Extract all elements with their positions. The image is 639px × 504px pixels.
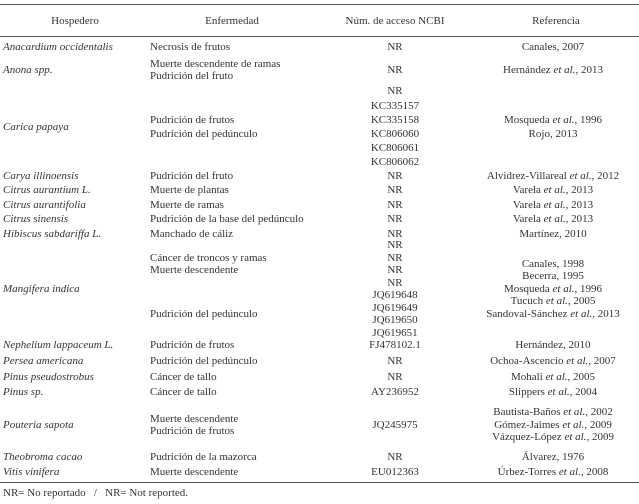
ncbi-line: AY236952 bbox=[371, 385, 419, 398]
host-line: Citrus aurantifolia bbox=[3, 198, 86, 211]
disease-line: Cáncer de tallo bbox=[150, 385, 217, 398]
host-line: Theobroma cacao bbox=[3, 450, 83, 463]
disease-block bbox=[150, 198, 335, 212]
disease-line: Muerte de plantas bbox=[150, 183, 229, 196]
host-cell bbox=[3, 370, 148, 384]
ncbi-line: JQ619650 bbox=[372, 314, 418, 326]
ncbi-line: NR bbox=[387, 251, 403, 264]
ncbi-block bbox=[335, 370, 455, 384]
reference-line: Canales, 1998 bbox=[521, 257, 585, 270]
host-cell bbox=[3, 56, 148, 84]
ncbi-cell bbox=[335, 56, 455, 84]
ncbi-line: NR bbox=[387, 276, 403, 289]
disease-line: Muerte descendente de ramas bbox=[150, 57, 281, 70]
reference-block bbox=[465, 465, 639, 479]
table-row bbox=[0, 239, 639, 339]
host-block bbox=[3, 400, 148, 450]
ncbi-line: NR bbox=[387, 212, 403, 225]
header-host: Hospedero bbox=[51, 15, 99, 27]
ncbi-line: NR bbox=[387, 169, 403, 182]
disease-cell bbox=[150, 339, 335, 352]
disease-line: Muerte de ramas bbox=[150, 198, 224, 211]
host-line: Carica papaya bbox=[3, 120, 69, 133]
disease-line: Pudrición del pedúnculo bbox=[150, 307, 258, 320]
header-disease: Enfermedad bbox=[205, 15, 259, 27]
ncbi-line: NR bbox=[387, 370, 403, 383]
reference-line: Mohali et al., 2005 bbox=[510, 370, 596, 383]
ncbi-line: NR bbox=[387, 183, 403, 196]
ncbi-line: NR bbox=[387, 227, 403, 240]
host-line: Persea americana bbox=[3, 354, 84, 367]
disease-block bbox=[150, 56, 335, 84]
reference-cell bbox=[465, 354, 639, 368]
ncbi-line: NR bbox=[387, 264, 403, 276]
disease-cell bbox=[150, 56, 335, 84]
host-block bbox=[3, 169, 148, 183]
et-al: et al. bbox=[552, 282, 575, 295]
disease-block bbox=[150, 212, 335, 226]
ncbi-cell bbox=[335, 354, 455, 368]
reference-block bbox=[465, 400, 639, 450]
ncbi-line: JQ619651 bbox=[372, 326, 418, 339]
disease-block bbox=[150, 370, 335, 384]
reference-cell bbox=[465, 400, 639, 450]
reference-cell bbox=[465, 450, 639, 464]
host-cell bbox=[3, 239, 148, 339]
host-block bbox=[3, 56, 148, 84]
ncbi-block bbox=[335, 38, 455, 56]
reference-line: Canales, 2007 bbox=[521, 40, 585, 53]
table-row bbox=[0, 400, 639, 450]
disease-block bbox=[150, 450, 335, 464]
reference-cell bbox=[465, 370, 639, 384]
reference-line: Mosqueda et al., 1996 bbox=[503, 113, 603, 126]
host-line: Anacardium occidentalis bbox=[3, 40, 113, 53]
disease-cell bbox=[150, 169, 335, 183]
et-al: et al. bbox=[562, 418, 585, 431]
ncbi-block bbox=[335, 169, 455, 183]
host-line: Vitis vinifera bbox=[3, 465, 60, 478]
ncbi-block bbox=[335, 400, 455, 450]
ncbi-cell bbox=[335, 465, 455, 479]
reference-cell bbox=[465, 339, 639, 352]
reference-line: Gómez-Jaimes et al., 2009 bbox=[494, 418, 612, 431]
ncbi-block bbox=[335, 212, 455, 226]
ncbi-cell bbox=[335, 450, 455, 464]
reference-cell bbox=[465, 385, 639, 399]
host-block bbox=[3, 239, 148, 339]
reference-line: Varela et al., 2013 bbox=[512, 183, 594, 196]
disease-block bbox=[150, 354, 335, 368]
ncbi-line: KC335158 bbox=[370, 113, 420, 126]
et-al: et al. bbox=[564, 431, 587, 444]
header-ncbi: Núm. de acceso NCBI bbox=[345, 15, 445, 27]
table-row bbox=[0, 84, 639, 170]
ncbi-cell bbox=[335, 169, 455, 183]
disease-line: Pudrición de la base del pedúnculo bbox=[150, 212, 304, 225]
host-cell bbox=[3, 212, 148, 226]
table-row bbox=[0, 56, 639, 84]
ncbi-block bbox=[335, 56, 455, 84]
host-line: Citrus aurantium L. bbox=[3, 183, 91, 196]
disease-cell bbox=[150, 183, 335, 197]
reference-block bbox=[465, 370, 639, 384]
disease-block bbox=[150, 239, 335, 289]
host-cell bbox=[3, 84, 148, 170]
table-row bbox=[0, 450, 639, 464]
ncbi-line: NR bbox=[387, 239, 403, 251]
reference-line: Bautista-Baños et al., 2002 bbox=[493, 406, 613, 419]
et-al: et al. bbox=[543, 183, 566, 196]
disease-cell bbox=[150, 84, 335, 170]
disease-block bbox=[150, 169, 335, 183]
host-line: Pinus sp. bbox=[3, 385, 44, 398]
table-row bbox=[0, 212, 639, 226]
disease-cell bbox=[150, 239, 335, 339]
host-cell bbox=[3, 465, 148, 479]
ncbi-block bbox=[335, 84, 455, 170]
reference-block bbox=[465, 385, 639, 399]
disease-line: Pudrición del pedúnculo bbox=[150, 354, 258, 367]
disease-block bbox=[150, 38, 335, 56]
reference-line: Mosqueda et al., 1996 bbox=[503, 282, 603, 295]
host-block bbox=[3, 212, 148, 226]
reference-cell bbox=[465, 38, 639, 56]
ncbi-block bbox=[335, 450, 455, 464]
reference-line: Hernández, 2010 bbox=[515, 339, 591, 352]
ncbi-block bbox=[335, 183, 455, 197]
disease-block bbox=[150, 400, 335, 450]
host-block bbox=[3, 354, 148, 368]
disease-line: Muerte descendente bbox=[150, 465, 239, 478]
host-cell bbox=[3, 183, 148, 197]
ncbi-block bbox=[335, 339, 455, 352]
table-row bbox=[0, 198, 639, 212]
reference-cell bbox=[465, 239, 639, 339]
ncbi-line: JQ245975 bbox=[372, 418, 418, 431]
disease-line: Pudrición de frutos bbox=[150, 339, 235, 352]
et-al: et al. bbox=[563, 406, 586, 419]
ncbi-cell bbox=[335, 198, 455, 212]
table-row bbox=[0, 183, 639, 197]
ncbi-line: NR bbox=[387, 354, 403, 367]
table-row bbox=[0, 169, 639, 183]
disease-block bbox=[150, 289, 335, 339]
et-al: et al. bbox=[543, 212, 566, 225]
disease-line: Pudrición del pedúnculo bbox=[150, 128, 258, 140]
host-block bbox=[3, 465, 148, 479]
disease-cell bbox=[150, 400, 335, 450]
et-al: et al. bbox=[566, 354, 589, 367]
disease-line: Muerte descendente bbox=[150, 412, 239, 425]
ncbi-cell bbox=[335, 84, 455, 170]
ncbi-line: KC806060 bbox=[370, 128, 420, 140]
disease-cell bbox=[150, 385, 335, 399]
ncbi-line: KC806062 bbox=[370, 156, 420, 169]
host-block bbox=[3, 450, 148, 464]
host-block bbox=[3, 84, 148, 170]
disease-block bbox=[150, 183, 335, 197]
header-reference: Referencia bbox=[532, 15, 580, 27]
reference-cell bbox=[465, 56, 639, 84]
host-cell bbox=[3, 38, 148, 56]
host-line: Anona spp. bbox=[3, 63, 53, 76]
table-row bbox=[0, 38, 639, 56]
table-row bbox=[0, 354, 639, 368]
et-al: et al. bbox=[569, 169, 592, 182]
disease-cell bbox=[150, 450, 335, 464]
host-block bbox=[3, 38, 148, 56]
ncbi-line: KC806061 bbox=[370, 142, 420, 155]
reference-line: Úrbez-Torres et al., 2008 bbox=[497, 465, 609, 478]
ncbi-cell bbox=[335, 370, 455, 384]
reference-cell bbox=[465, 465, 639, 479]
disease-cell bbox=[150, 38, 335, 56]
disease-cell bbox=[150, 198, 335, 212]
table-row bbox=[0, 385, 639, 399]
disease-line: Pudrición de frutos bbox=[150, 425, 235, 437]
host-block bbox=[3, 183, 148, 197]
reference-block bbox=[465, 198, 639, 212]
reference-line: Alvidrez-Villareal et al., 2012 bbox=[486, 169, 620, 182]
ncbi-cell bbox=[335, 212, 455, 226]
bottom-rule bbox=[0, 482, 639, 483]
reference-line: Álvarez, 1976 bbox=[521, 450, 585, 463]
reference-block bbox=[465, 38, 639, 56]
ncbi-line: KC335157 bbox=[370, 99, 420, 112]
disease-line: Pudrición de frutos bbox=[150, 113, 235, 126]
ncbi-block bbox=[335, 354, 455, 368]
disease-line: Pudrición del fruto bbox=[150, 70, 234, 82]
table-row bbox=[0, 465, 639, 479]
header-rule bbox=[0, 36, 639, 37]
disease-cell bbox=[150, 370, 335, 384]
ncbi-block bbox=[335, 465, 455, 479]
reference-line: Tucuch et al., 2005 bbox=[510, 295, 596, 308]
et-al: et al. bbox=[553, 63, 576, 76]
et-al: et al. bbox=[570, 307, 593, 320]
reference-block bbox=[465, 339, 639, 352]
host-cell bbox=[3, 385, 148, 399]
disease-block bbox=[150, 385, 335, 399]
disease-block bbox=[150, 465, 335, 479]
reference-line: Vázquez-López et al., 2009 bbox=[492, 431, 614, 444]
disease-block bbox=[150, 84, 335, 170]
reference-block bbox=[465, 84, 639, 170]
reference-line: Sandoval-Sánchez et al., 2013 bbox=[486, 307, 620, 320]
host-block bbox=[3, 370, 148, 384]
host-cell bbox=[3, 450, 148, 464]
host-line: Citrus sinensis bbox=[3, 212, 69, 225]
table-row bbox=[0, 370, 639, 384]
disease-block bbox=[150, 339, 335, 352]
host-cell bbox=[3, 198, 148, 212]
host-line: Nephelium lappaceum L. bbox=[3, 339, 114, 352]
reference-block bbox=[465, 450, 639, 464]
reference-line: Martínez, 2010 bbox=[519, 227, 587, 240]
ncbi-cell bbox=[335, 385, 455, 399]
ncbi-block bbox=[335, 385, 455, 399]
disease-line: Necrosis de frutos bbox=[150, 40, 231, 53]
ncbi-line: NR bbox=[387, 198, 403, 211]
ncbi-cell bbox=[335, 239, 455, 339]
ncbi-line: NR bbox=[387, 63, 403, 76]
host-line: Carya illinoensis bbox=[3, 169, 79, 182]
et-al: et al. bbox=[552, 113, 575, 126]
reference-cell bbox=[465, 198, 639, 212]
reference-line: Varela et al., 2013 bbox=[512, 198, 594, 211]
disease-line: Muerte descendente bbox=[150, 264, 239, 276]
reference-block bbox=[465, 169, 639, 183]
ncbi-line: JQ619648 bbox=[372, 289, 418, 301]
ncbi-line: NR bbox=[387, 85, 403, 98]
et-al: et al. bbox=[543, 198, 566, 211]
ncbi-line: NR bbox=[387, 40, 403, 53]
reference-cell bbox=[465, 169, 639, 183]
reference-cell bbox=[465, 212, 639, 226]
footnote: NR= No reportado / NR= Not reported. bbox=[3, 487, 189, 499]
disease-line: Manchado de cáliz bbox=[150, 227, 234, 240]
host-cell bbox=[3, 169, 148, 183]
ncbi-block bbox=[335, 198, 455, 212]
ncbi-cell bbox=[335, 400, 455, 450]
host-line: Hibiscus sabdariffa L. bbox=[3, 227, 102, 240]
ncbi-line: EU012363 bbox=[371, 465, 419, 478]
reference-block bbox=[465, 354, 639, 368]
disease-line: Pudrición del fruto bbox=[150, 169, 234, 182]
et-al: et al. bbox=[545, 295, 568, 308]
disease-cell bbox=[150, 465, 335, 479]
disease-line: Cáncer de troncos y ramas bbox=[150, 251, 267, 264]
reference-block bbox=[465, 212, 639, 226]
reference-block bbox=[465, 183, 639, 197]
reference-line: Varela et al., 2013 bbox=[512, 212, 594, 225]
ncbi-cell bbox=[335, 339, 455, 352]
host-block bbox=[3, 385, 148, 399]
table-header bbox=[0, 5, 639, 36]
reference-block bbox=[465, 239, 639, 339]
disease-cell bbox=[150, 212, 335, 226]
host-line: Mangifera indica bbox=[3, 282, 80, 295]
host-block bbox=[3, 339, 148, 352]
host-block bbox=[3, 198, 148, 212]
ncbi-line: FJ478102.1 bbox=[369, 339, 421, 352]
reference-cell bbox=[465, 84, 639, 170]
disease-line: Pudrición de la mazorca bbox=[150, 450, 257, 463]
ncbi-line: JQ619649 bbox=[372, 301, 418, 314]
host-cell bbox=[3, 339, 148, 352]
reference-line: Rojo, 2013 bbox=[528, 128, 578, 140]
host-line: Pinus pseudostrobus bbox=[3, 370, 94, 383]
host-cell bbox=[3, 354, 148, 368]
host-cell bbox=[3, 400, 148, 450]
reference-line: Ochoa-Ascencio et al., 2007 bbox=[490, 354, 616, 367]
disease-cell bbox=[150, 354, 335, 368]
ncbi-block bbox=[335, 239, 455, 339]
reference-line: Hernández et al., 2013 bbox=[503, 63, 603, 76]
disease-line: Cáncer de tallo bbox=[150, 370, 217, 383]
reference-line: Slippers et al., 2004 bbox=[508, 385, 598, 398]
et-al: et al. bbox=[545, 370, 568, 383]
table-row bbox=[0, 339, 639, 352]
et-al: et al. bbox=[547, 385, 570, 398]
et-al: et al. bbox=[558, 465, 581, 478]
host-line: Pouteria sapota bbox=[3, 418, 74, 431]
reference-block bbox=[465, 56, 639, 84]
ncbi-line: NR bbox=[387, 450, 403, 463]
reference-cell bbox=[465, 183, 639, 197]
ncbi-cell bbox=[335, 38, 455, 56]
ncbi-cell bbox=[335, 183, 455, 197]
reference-line: Becerra, 1995 bbox=[522, 270, 584, 283]
